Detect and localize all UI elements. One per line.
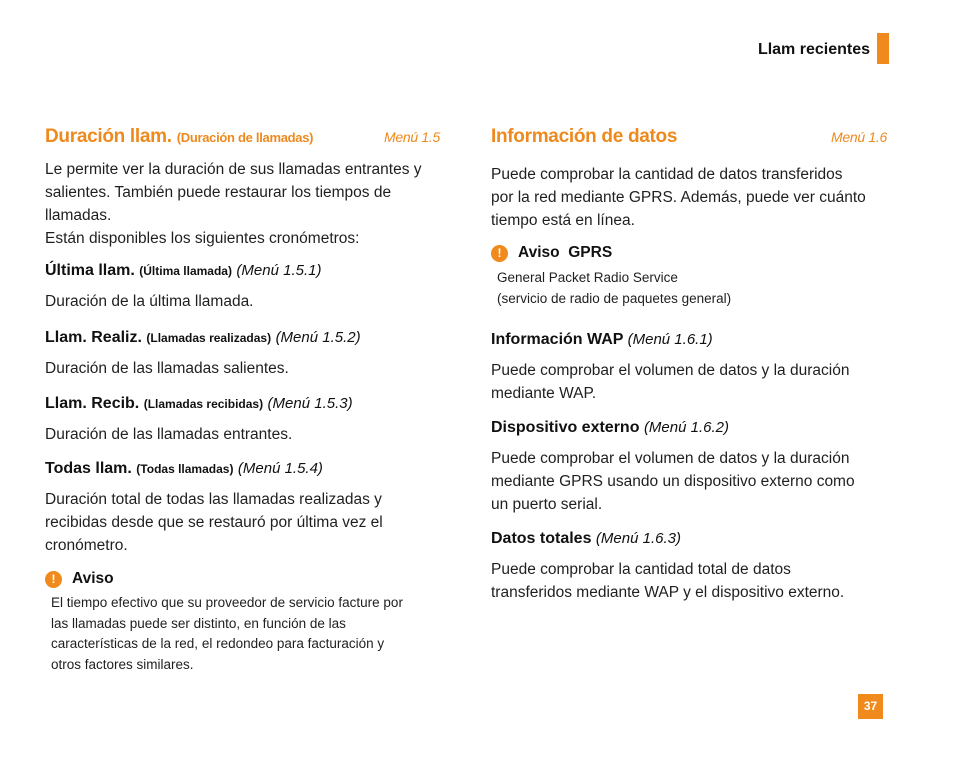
subsection-title-text: Llam. Recib.	[45, 395, 140, 412]
text-line: Duración de las llamadas entrantes.	[45, 426, 293, 443]
subsection-menu-ref: (Menú 1.5.2)	[275, 329, 361, 346]
intro-paragraph	[491, 163, 887, 232]
text-line: Puede comprobar el volumen de datos y la duración	[491, 362, 850, 379]
text-line: un puerto serial.	[491, 496, 603, 513]
subsection-menu-ref: (Menú 1.6.3)	[595, 530, 681, 547]
subsection-menu-ref: (Menú 1.5.3)	[267, 395, 353, 412]
text-line: recibidas desde que se restauró por última vez el	[45, 514, 383, 531]
subsection-title-sub: (Última llamada)	[139, 264, 232, 278]
note-text	[497, 268, 887, 309]
subsection-title	[491, 331, 887, 349]
subsection-title	[45, 395, 440, 413]
note-heading	[45, 570, 114, 588]
subsection-desc	[45, 290, 440, 313]
text-line: otros factores similares.	[51, 656, 194, 672]
subsection-desc	[491, 359, 887, 405]
subsection-title	[491, 530, 887, 548]
text-line: Están disponibles los siguientes cronómetros:	[45, 230, 360, 247]
subsection-title	[45, 262, 440, 280]
page-number: 37	[858, 694, 883, 719]
section-title-sub: (Duración de llamadas)	[176, 130, 314, 145]
text-line: El tiempo efectivo que su proveedor de servicio facture por	[51, 595, 403, 610]
header-accent-bar	[877, 33, 889, 64]
subsection-title	[45, 329, 440, 347]
note-label: Aviso GPRS	[518, 244, 613, 261]
subsection-title-text: Dispositivo externo	[491, 419, 640, 436]
text-line: Duración de la última llamada.	[45, 293, 254, 310]
header-title: Llam recientes	[757, 41, 870, 58]
text-line: transferidos mediante WAP y el dispositivo externo.	[491, 584, 845, 601]
subsection-title-sub: (Llamadas realizadas)	[146, 331, 272, 345]
subsection-menu-ref: (Menú 1.5.1)	[236, 262, 322, 279]
text-line: Duración total de todas las llamadas realizadas y	[45, 491, 382, 508]
subsection-desc	[45, 423, 440, 446]
text-line: Puede comprobar la cantidad total de datos	[491, 561, 791, 578]
section-menu-ref: Menú 1.6	[831, 129, 887, 145]
subsection-title-text: Llam. Realiz.	[45, 329, 142, 346]
text-line: características de la red, el redondeo para facturación y	[51, 636, 385, 651]
text-line: mediante WAP.	[491, 385, 597, 402]
subsection-title	[491, 419, 887, 437]
subsection-menu-ref: (Menú 1.6.2)	[643, 419, 729, 436]
exclamation-icon: !	[491, 245, 508, 262]
section-title-text: Duración llam.	[45, 126, 172, 147]
subsection-title-text: Última llam.	[45, 262, 135, 279]
text-line: cronómetro.	[45, 537, 128, 554]
subsection-title-text: Información WAP	[491, 331, 624, 348]
text-line: (servicio de radio de paquetes general)	[497, 290, 732, 306]
text-line: General Packet Radio Service	[497, 270, 678, 285]
section-title-informacion	[491, 126, 887, 148]
exclamation-icon: !	[45, 571, 62, 588]
subsection-title-text: Todas llam.	[45, 460, 132, 477]
note-label: Aviso	[72, 570, 114, 587]
text-line: Duración de las llamadas salientes.	[45, 360, 289, 377]
text-line: llamadas.	[45, 207, 112, 224]
subsection-title-text: Datos totales	[491, 530, 592, 547]
section-title-duracion	[45, 126, 440, 148]
subsection-title-sub: (Llamadas recibidas)	[143, 397, 264, 411]
subsection-menu-ref: (Menú 1.5.4)	[237, 460, 323, 477]
text-line: mediante GPRS usando un dispositivo externo como	[491, 473, 855, 490]
section-title-text: Información de datos	[491, 126, 678, 147]
note-text	[51, 593, 440, 675]
subsection-menu-ref: (Menú 1.6.1)	[627, 331, 713, 348]
subsection-desc	[45, 357, 440, 380]
text-line: las llamadas puede ser distinto, en función de las	[51, 615, 346, 631]
text-line: salientes. También puede restaurar los tiempos de	[45, 184, 392, 201]
note-heading	[491, 244, 612, 262]
text-line: Le permite ver la duración de sus llamadas entrantes y	[45, 161, 422, 178]
subsection-desc	[491, 447, 887, 516]
subsection-title-sub: (Todas llamadas)	[136, 462, 234, 476]
subsection-desc	[491, 558, 887, 604]
subsection-title	[45, 460, 440, 478]
intro-paragraph	[45, 158, 440, 250]
section-menu-ref: Menú 1.5	[384, 129, 440, 145]
subsection-desc	[45, 488, 440, 557]
text-line: Puede comprobar la cantidad de datos transferidos	[491, 166, 843, 183]
text-line: por la red mediante GPRS. Además, puede ver cuánto	[491, 189, 866, 206]
text-line: Puede comprobar el volumen de datos y la duración	[491, 450, 850, 467]
text-line: tiempo está en línea.	[491, 212, 635, 229]
